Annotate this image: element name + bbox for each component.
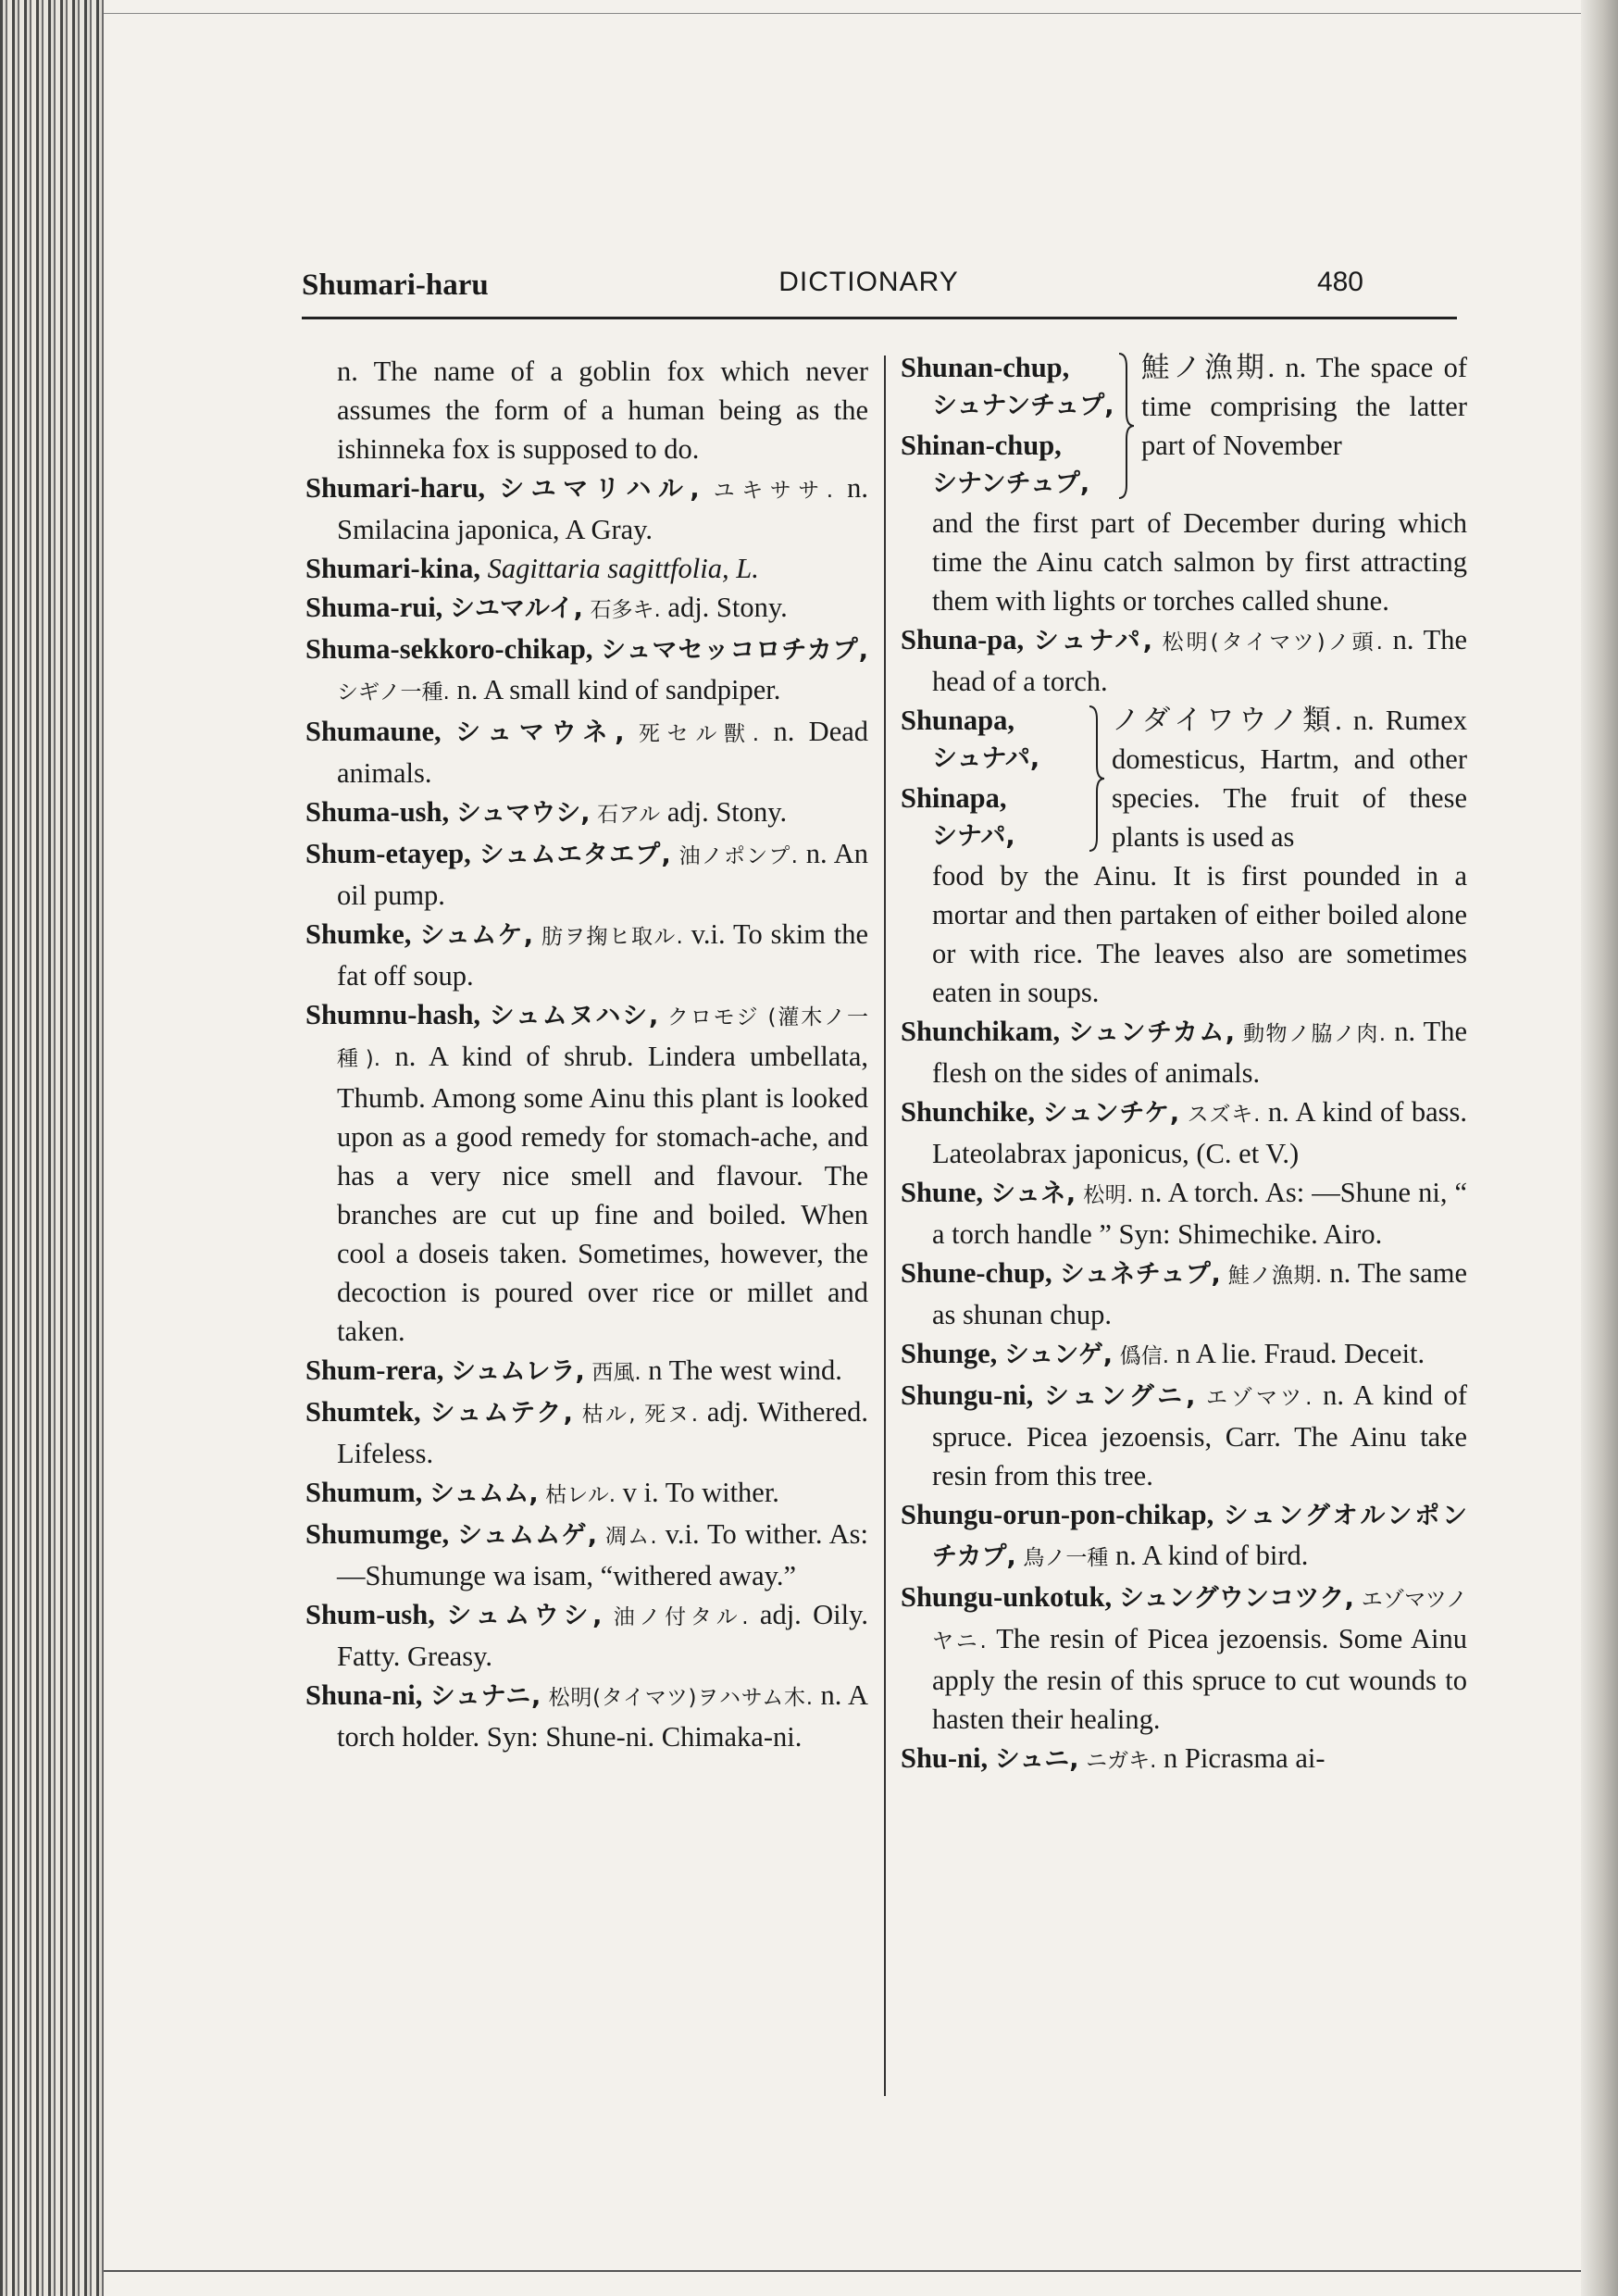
dictionary-entry xyxy=(305,549,868,588)
entry-japanese: エゾマツノヤニ. xyxy=(932,1588,1468,1653)
entry-headword: Shunchike, xyxy=(901,1096,1035,1128)
entry-headword: Shumari-kina, xyxy=(305,553,480,584)
entry-headword: Shunapa, xyxy=(901,705,1014,736)
entry-headword: Shungu-ni, xyxy=(901,1379,1034,1411)
dictionary-entry xyxy=(305,915,868,995)
entry-definition: Sagittaria sagittfolia, L. xyxy=(487,553,759,584)
entry-kana: シュムテク, xyxy=(429,1399,573,1428)
entry-kana: シュナニ, xyxy=(429,1682,541,1711)
entry-headword: Shune-chup, xyxy=(901,1257,1052,1289)
entry-japanese: 石多キ. xyxy=(590,598,661,622)
entry-japanese: 油ノポンプ. xyxy=(678,844,798,868)
dictionary-entry xyxy=(305,630,868,712)
entry-japanese: 松明(タイマツ)ヲハサム木. xyxy=(548,1686,814,1710)
entry-definition: adj. Stony. xyxy=(667,592,788,623)
entry-headword: Shunan-chup, xyxy=(901,352,1070,383)
dictionary-entry xyxy=(305,834,868,915)
entry-kana: シュムエタエプ, xyxy=(479,841,671,869)
entry-headword: Shune, xyxy=(901,1177,984,1208)
entry-japanese: 僞信. xyxy=(1119,1344,1170,1368)
grouped-entry xyxy=(901,701,1467,856)
entry-headword: Shumnu-hash, xyxy=(305,999,481,1030)
entry-kana: シュマウシ, xyxy=(455,799,591,828)
scan-right-edge xyxy=(1581,0,1618,2296)
dictionary-entry xyxy=(901,1092,1467,1173)
entry-definition: n. The name of a goblin fox which never assumes the form of a human being as the ishinneka fox is supposed to do. xyxy=(337,356,868,465)
entry-headword: Shum-rera, xyxy=(305,1354,444,1386)
entry-definition: n. A torch holder. Syn: Shune-ni. Chimaka-ni. xyxy=(337,1679,869,1753)
entry-definition: n. A kind of bird. xyxy=(1114,1540,1309,1571)
entry-kana: シュネ, xyxy=(990,1179,1077,1208)
entry-kana: シュムム, xyxy=(429,1479,539,1508)
right-column xyxy=(901,348,1467,1780)
entry-headword: Shumke, xyxy=(305,918,412,950)
entry-definition: n. An oil pump. xyxy=(337,838,869,911)
entry-kana: シュムウシ, xyxy=(446,1602,603,1630)
entry-headword: Shunchikam, xyxy=(901,1016,1061,1047)
entry-kana: シュニ, xyxy=(994,1745,1079,1774)
entry-definition-continued: and the first part of December during which time the Ainu catch salmon by first attracting them with lights or torches called shune. xyxy=(932,507,1467,617)
entry-definition: n. A kind of shrub. Lindera umbellata, Thumb. Among some Ainu this plant is looked upon as a good remedy for stomach-ache, and has a very nice smell and flavour. The branches are cut up fine and boiled. When cool a doseis taken. Sometimes, however, the decoction is poured over rice or millet and taken. xyxy=(337,1041,868,1347)
entry-definition: n The west wind. xyxy=(648,1354,842,1386)
entry-headword: Shuna-pa, xyxy=(901,624,1025,655)
scan-bottom-line xyxy=(104,2270,1581,2272)
entry-headword: Shum-ush, xyxy=(305,1599,435,1630)
scan-top-line xyxy=(104,13,1581,14)
entry-headword: Shumari-haru, xyxy=(305,472,486,504)
entry-definition: n. The head of a torch. xyxy=(932,624,1468,697)
page-title: DICTIONARY xyxy=(778,267,959,297)
entry-japanese: クロモジ (灌木ノ一種). xyxy=(337,1005,869,1071)
left-column xyxy=(305,352,868,1756)
entry-definition: n. A kind of bass. Lateolabrax japonicus, (C. et V.) xyxy=(932,1096,1468,1169)
entry-kana: シュナパ, xyxy=(932,744,1040,773)
entry-japanese: 西風. xyxy=(591,1361,641,1385)
dictionary-entry xyxy=(901,1495,1467,1578)
entry-japanese: エゾマツ. xyxy=(1205,1386,1313,1410)
entry-kana: シュンチカム, xyxy=(1068,1018,1236,1047)
entry-kana: シュナンチュプ, xyxy=(932,392,1114,420)
dictionary-entry xyxy=(305,1676,868,1756)
entry-japanese: スズキ. xyxy=(1187,1103,1261,1127)
entry-definition: v.i. To skim the fat off soup. xyxy=(337,918,869,992)
entry-kana: シナパ, xyxy=(932,822,1015,851)
entry-japanese: シギノ一種. xyxy=(337,680,450,705)
group-headwords xyxy=(901,348,1115,504)
dictionary-entry xyxy=(305,588,868,630)
entry-definition: ノダイワウノ類. n. Rumex domesticus, Hartm, and other species. The fruit of these plants is used as xyxy=(1112,705,1467,853)
entry-japanese: 鳥ノ一種 xyxy=(1023,1546,1109,1570)
entry-kana: シュマセッコロチカプ, xyxy=(601,636,868,665)
entry-definition: v.i. To wither. As:—Shumunge wa isam, “withered away.” xyxy=(337,1518,869,1591)
entry-kana: シュングニ, xyxy=(1043,1382,1196,1411)
entry-headword: Shuma-rui, xyxy=(305,592,443,623)
dictionary-entry xyxy=(305,995,868,1351)
entry-headword: Shuma-sekkoro-chikap, xyxy=(305,633,593,665)
entry-definition: n. The flesh on the sides of animals. xyxy=(932,1016,1468,1089)
entry-headword: Shuna-ni, xyxy=(305,1679,423,1711)
entry-kana: シュングオルンポンチカプ, xyxy=(932,1502,1468,1571)
brace-icon xyxy=(1115,348,1141,504)
entry-japanese: 動物ノ脇ノ肉. xyxy=(1243,1022,1387,1046)
dictionary-entry xyxy=(305,1351,868,1392)
group-headwords xyxy=(901,701,1086,856)
entry-headword: Shumaune, xyxy=(305,716,442,747)
entry-headword: Shunge, xyxy=(901,1338,998,1369)
dictionary-entry xyxy=(305,1595,868,1676)
header-rule xyxy=(302,317,1457,319)
entry-headword: Shumtek, xyxy=(305,1396,421,1428)
entry-kana: シュムケ, xyxy=(419,921,534,950)
entry-definition: adj. Stony. xyxy=(666,796,788,828)
entry-japanese: 松明(タイマツ)ノ頭. xyxy=(1162,630,1383,655)
entry-headword: Shinan-chup, xyxy=(901,430,1062,461)
entry-kana: シュングウンコツク, xyxy=(1118,1584,1354,1613)
entry-definition: The resin of Picea jezoensis. Some Ainu apply the resin of this spruce to cut wounds to hasten their healing. xyxy=(932,1623,1468,1735)
entry-definition: n. Smilacina japonica, A Gray. xyxy=(337,472,869,545)
entry-kana: シユマリハル, xyxy=(499,475,700,504)
dictionary-entry xyxy=(901,1739,1467,1780)
dictionary-entry xyxy=(901,1173,1467,1254)
entry-kana: シュネチュプ, xyxy=(1059,1260,1221,1289)
entry-definition: n. The same as shunan chup. xyxy=(932,1257,1468,1330)
entry-kana: シナンチュプ, xyxy=(932,469,1090,498)
entry-japanese: 死セル獸. xyxy=(638,722,760,746)
running-headword: Shumari-haru xyxy=(302,268,489,302)
dictionary-entry xyxy=(901,1578,1467,1739)
entry-kana: シュナパ, xyxy=(1033,627,1152,655)
entry-headword: Shuma-ush, xyxy=(305,796,450,828)
entry-japanese: 枯ル, 死ヌ. xyxy=(581,1403,699,1427)
entry-japanese: 松明. xyxy=(1083,1183,1134,1207)
entry-definition: 鮭ノ漁期. n. The space of time comprising the latter part of November xyxy=(1141,352,1467,461)
dictionary-entry xyxy=(901,1254,1467,1334)
entry-headword: Shungu-unkotuk, xyxy=(901,1581,1113,1613)
dictionary-entry xyxy=(901,1334,1467,1376)
dictionary-entry xyxy=(305,1515,868,1595)
dictionary-entry xyxy=(305,468,868,549)
entry-kana: シュンチケ, xyxy=(1042,1099,1180,1128)
entry-japanese: 油ノ付タル. xyxy=(613,1605,749,1629)
entry-japanese: 枯レル. xyxy=(545,1483,616,1507)
entry-headword: Shungu-orun-pon-chikap, xyxy=(901,1499,1214,1530)
entry-japanese: 鮭ノ漁期. xyxy=(1227,1264,1323,1288)
entry-definition: n A lie. Fraud. Deceit. xyxy=(1176,1338,1425,1369)
entry-japanese: 肪ヲ掬ヒ取ル. xyxy=(541,925,683,949)
entry-definition: v i. To wither. xyxy=(622,1477,779,1508)
entry-kana: シュマウネ, xyxy=(455,718,625,747)
entry-definition: n. A torch. As: —Shune ni, “ a torch handle ” Syn: Shimechike. Airo. xyxy=(932,1177,1468,1250)
entry-japanese: ユキササ. xyxy=(713,479,834,503)
entry-continuation xyxy=(305,352,868,468)
dictionary-entry xyxy=(305,792,868,834)
dictionary-entry xyxy=(901,1376,1467,1495)
page-number: 480 xyxy=(1316,267,1363,297)
entry-headword: Shumumge, xyxy=(305,1518,450,1550)
entry-headword: Shinapa, xyxy=(901,782,1007,814)
column-divider xyxy=(884,356,886,2096)
dictionary-entry xyxy=(901,1012,1467,1092)
entry-headword: Shum-etayep, xyxy=(305,838,471,869)
dictionary-entry xyxy=(901,620,1467,701)
dictionary-entry xyxy=(305,1392,868,1473)
entry-definition: n. A small kind of sandpiper. xyxy=(456,674,781,705)
entry-definition: n Picrasma ai- xyxy=(1164,1742,1326,1774)
grouped-entry xyxy=(901,348,1467,504)
entry-headword: Shu-ni, xyxy=(901,1742,989,1774)
entry-kana: シュムムゲ, xyxy=(456,1521,597,1550)
entry-definition: adj. Oily. Fatty. Greasy. xyxy=(337,1599,869,1672)
page-header xyxy=(302,263,1436,315)
dictionary-entry xyxy=(305,712,868,792)
entry-definition: n. A kind of spruce. Picea jezoensis, Carr. The Ainu take resin from this tree. xyxy=(932,1379,1468,1491)
brace-icon xyxy=(1086,701,1112,856)
entry-japanese: ニガキ. xyxy=(1086,1749,1157,1773)
entry-definition: adj. Withered. Lifeless. xyxy=(337,1396,868,1469)
dictionary-entry xyxy=(305,1473,868,1515)
entry-definition-continued: food by the Ainu. It is first pounded in a mortar and then partaken of either boiled alone or with rice. The leaves also are sometimes eaten in soups. xyxy=(932,860,1467,1008)
entry-definition: n. Dead animals. xyxy=(337,716,869,789)
entry-kana: シュムヌハシ, xyxy=(489,1002,659,1030)
entry-japanese: 凋ム. xyxy=(604,1525,657,1549)
scan-left-edge xyxy=(0,0,104,2296)
entry-japanese: 石アル xyxy=(597,803,661,827)
entry-kana: シユマルイ, xyxy=(449,594,583,623)
entry-headword: Shumum, xyxy=(305,1477,423,1508)
entry-kana: シュンゲ, xyxy=(1003,1341,1114,1369)
entry-kana: シュムレラ, xyxy=(451,1357,585,1386)
